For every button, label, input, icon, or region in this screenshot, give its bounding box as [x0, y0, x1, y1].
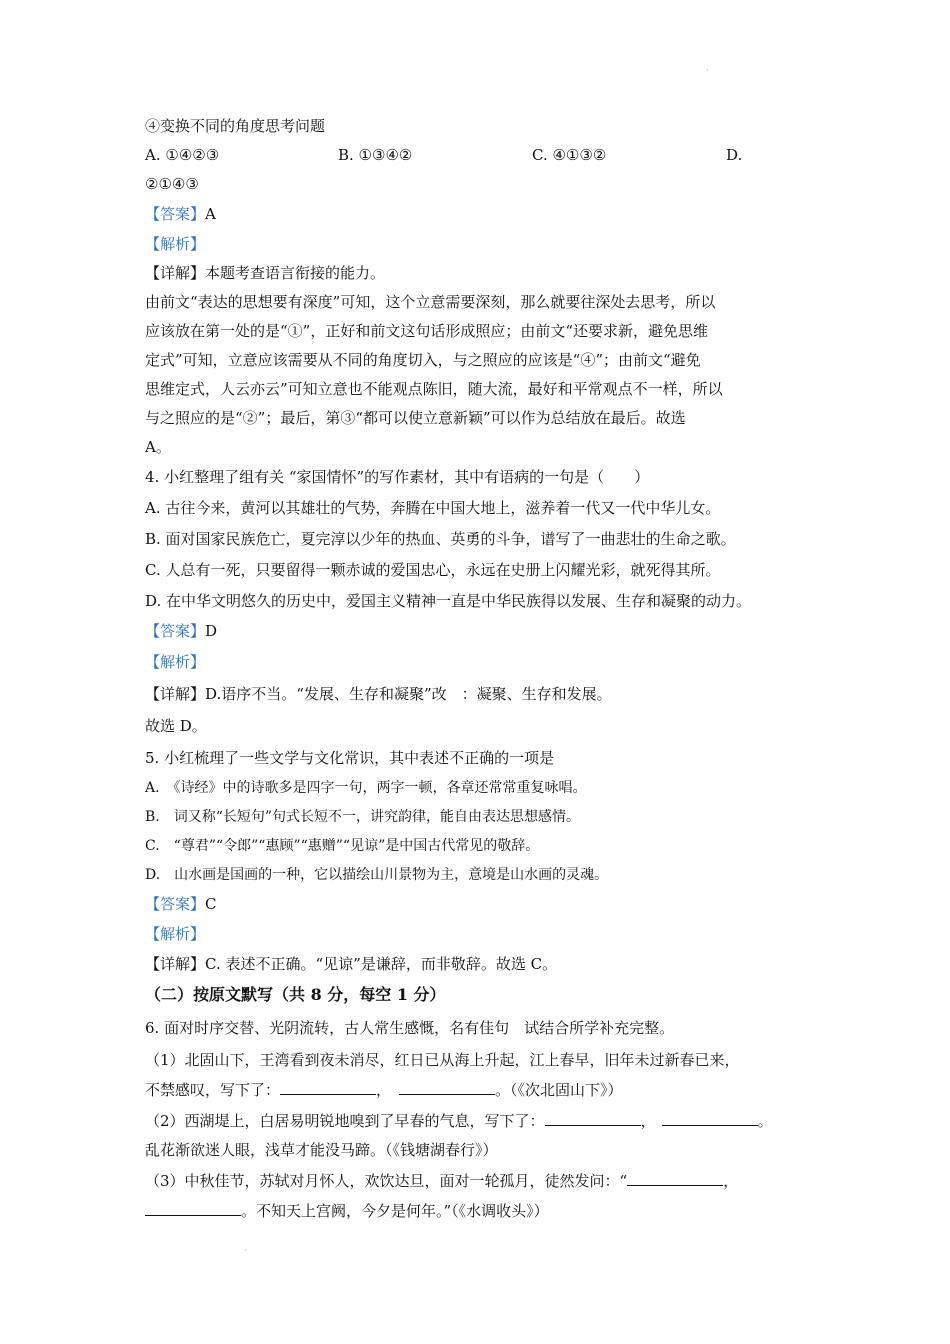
q4-analysis-tag: 【解析】	[145, 653, 206, 671]
text: ，	[640, 1112, 656, 1130]
answer-tag: 【答案】	[145, 205, 206, 223]
text: ，	[723, 1172, 739, 1190]
answer-tag: 【答案】	[145, 622, 206, 640]
text: （3）中秋佳节，苏轼对月怀人，欢饮达旦，面对一轮孤月，徒然发问：“	[145, 1172, 628, 1190]
q4-option-b: B. 面对国家民族危亡，夏完淳以少年的热血、英勇的斗争，谱写了一曲悲壮的生命之歌。	[145, 530, 736, 548]
q5-analysis-tag: 【解析】	[145, 925, 206, 943]
q5-option-c: C. “尊君”“令郎”“惠顾”“惠赠”“见谅”是中国古代常见的敬辞。	[145, 838, 540, 854]
q4-conclusion: 故选 D。	[145, 717, 207, 735]
q4-detail	[145, 684, 612, 704]
detail-tag: 【详解】	[145, 264, 206, 282]
decorative-dot: ·	[244, 1246, 247, 1255]
answer-value: C	[205, 895, 217, 913]
q4-option-a: A. 古往今来，黄河以其雄壮的气势，奔腾在中国大地上，滋养着一代又一代中华儿女。	[145, 499, 721, 517]
q6-part3-line1	[145, 1171, 738, 1191]
q5-detail	[145, 954, 557, 974]
q6-part2-line2: 乱花渐欲迷人眼，浅草才能没马蹄。（《钱塘湖春行》）	[145, 1141, 498, 1159]
q3-detail-line: 定式”可知，立意应该需要从不同的角度切入，与之照应的应该是“④”；由前文“避免	[145, 351, 701, 369]
fill-blank[interactable]	[545, 1111, 641, 1126]
fill-blank[interactable]	[399, 1080, 495, 1095]
q4-option-d: D. 在中华文明悠久的历史中，爱国主义精神一直是中华民族得以发展、生存和凝聚的动力。	[145, 592, 752, 610]
q6-stem: 6. 面对时序交替、光阴流转，古人常生感慨，名有佳句 试结合所学补充完整。	[145, 1019, 675, 1037]
q6-part2-line1	[145, 1111, 773, 1131]
q5-option-b: B. 词又称“长短句”句式长短不一，讲究韵律，能自由表达思想感情。	[145, 809, 581, 825]
q3-option-d-text: ②①④③	[145, 175, 199, 193]
q3-detail-line: 与之照应的是“②”；最后，第③“都可以使立意新颖”可以作为总结放在最后。故选	[145, 409, 686, 427]
q5-option-a: A. 《诗经》中的诗歌多是四字一句，两字一顿，各章还常常重复咏唱。	[145, 780, 587, 796]
text: （2）西湖堤上，白居易明锐地嗅到了早春的气息，写下了：	[145, 1112, 545, 1130]
text: 。（《次北固山下》）	[495, 1081, 623, 1099]
q5-answer	[145, 894, 217, 914]
q3-option-d: D.	[726, 146, 743, 164]
q6-part1-line2	[145, 1080, 623, 1100]
q3-option-a: A. ①④②③	[145, 146, 220, 164]
q3-item-4: ④变换不同的角度思考问题	[145, 117, 326, 135]
detail-text: C. 表述不正确。“见谅”是谦辞，而非敬辞。故选 C。	[205, 955, 558, 973]
text: 。	[757, 1112, 773, 1130]
text: 。不知天上宫阙，今夕是何年。”（《水调收头》）	[241, 1202, 549, 1220]
q3-analysis-tag: 【解析】	[145, 235, 206, 253]
section-title: （二）按原文默写（共 8 分，每空 1 分）	[145, 985, 446, 1004]
q4-stem: 4. 小红整理了组有关 “家国情怀”的写作素材，其中有语病的一句是（ ）	[145, 468, 650, 486]
q4-answer	[145, 621, 217, 641]
q5-stem: 5. 小红梳理了一些文学与文化常识，其中表述不正确的一项是	[145, 749, 555, 767]
q3-option-c: C. ④①③②	[532, 146, 607, 164]
fill-blank[interactable]	[662, 1111, 758, 1126]
answer-value: D	[205, 622, 218, 640]
q4-option-c: C. 人总有一死，只要留得一颗赤诚的爱国忠心，永远在史册上闪耀光彩，就死得其所。	[145, 561, 721, 579]
fill-blank[interactable]	[280, 1080, 376, 1095]
answer-value: A	[205, 205, 216, 223]
q6-part3-line2	[145, 1201, 549, 1221]
text: ，	[376, 1081, 392, 1099]
fill-blank[interactable]	[627, 1171, 723, 1186]
q3-detail-line: 应该放在第一处的是“①”，正好和前文这句话形成照应；由前文“还要求新，避免思维	[145, 322, 709, 340]
q3-answer	[145, 204, 216, 224]
q3-detail-line: 由前文“表达的思想要有深度”可知，这个立意需要深刻，那么就要往深处去思考，所以	[145, 293, 716, 311]
q3-detail	[145, 263, 385, 283]
detail-tag: 【详解】	[145, 955, 206, 973]
detail-tag: 【详解】	[145, 685, 206, 703]
detail-text: D.语序不当。“发展、生存和凝聚”改 ：凝聚、生存和发展。	[205, 685, 612, 703]
q6-part1-line1: （1）北固山下，王湾看到夜未消尽，红日已从海上升起，江上春早，旧年未过新春已来，	[145, 1051, 740, 1069]
q3-option-b: B. ①③④②	[338, 146, 413, 164]
text: 不禁感叹，写下了：	[145, 1081, 281, 1099]
fill-blank[interactable]	[145, 1201, 241, 1216]
answer-tag: 【答案】	[145, 895, 206, 913]
q3-detail-line: A。	[145, 438, 171, 456]
q5-option-d: D. 山水画是国画的一种，它以描绘山川景物为主，意境是山水画的灵魂。	[145, 867, 609, 883]
decorative-dot: ·	[706, 66, 709, 75]
detail-text: 本题考查语言衔接的能力。	[205, 264, 386, 282]
q3-detail-line: 思维定式，人云亦云”可知立意也不能观点陈旧，随大流，最好和平常观点不一样，所以	[145, 380, 723, 398]
